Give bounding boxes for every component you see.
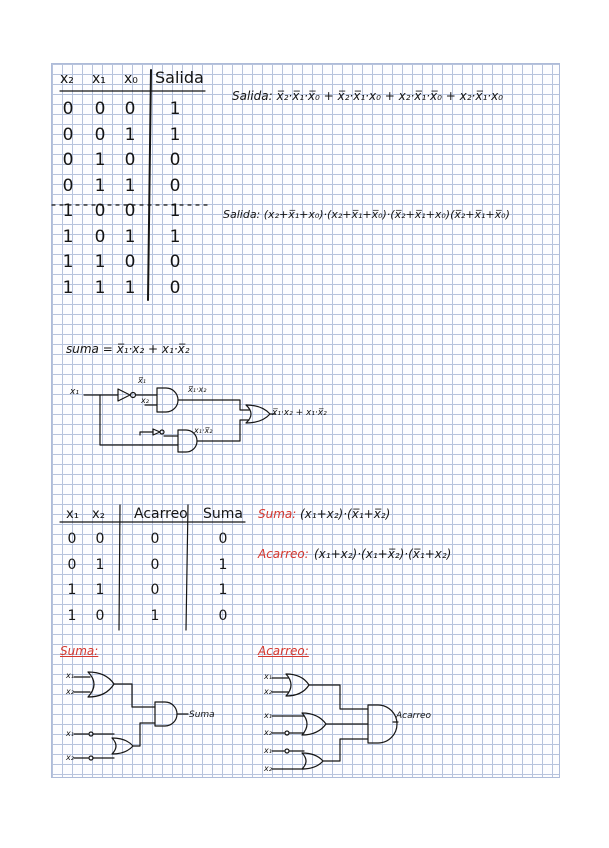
tt2-cell: 1 — [95, 556, 105, 573]
tt1-cell: 1 — [169, 201, 181, 221]
tt2-cell: 0 — [67, 531, 77, 547]
suma-in-1: x₁ — [66, 671, 74, 680]
c1-or-out-label: x̅₁·x₂ + x₁·x̅₂ — [272, 408, 327, 418]
tt2-cell: 0 — [218, 531, 228, 547]
header-salida: Salida — [155, 68, 204, 87]
tt2-cell: 0 — [218, 607, 228, 624]
truth-table-1-lines — [52, 70, 210, 300]
suma-in-2: x₂ — [66, 687, 74, 696]
tt1-cell: 1 — [94, 277, 106, 298]
tt1-cell: 1 — [169, 124, 181, 145]
tt1-cell: 0 — [169, 252, 181, 272]
tt2-cell: 0 — [150, 582, 160, 598]
truth-table-2-lines — [60, 505, 245, 630]
tt1-cell: 0 — [124, 150, 136, 170]
tt1-cell: 0 — [124, 252, 136, 272]
acarreo-circuit-diagram — [272, 674, 398, 769]
tt1-cell: 0 — [94, 201, 106, 221]
tt2-cell: 1 — [218, 582, 228, 598]
tt1-cell: 1 — [124, 124, 136, 145]
tt1-cell: 0 — [169, 150, 181, 170]
tt1-cell: 1 — [62, 277, 74, 298]
tt2-cell: 0 — [150, 556, 160, 573]
tt2-cell: 1 — [95, 582, 105, 598]
sop-expression: Salida: x̅₂·x̅₁·x̅₀ + x̅₂·x̅₁·x₀ + x₂·x̅₁·x̅₀ + x₂·x̅₁·x₀ — [232, 89, 503, 103]
tt1-cell: 1 — [169, 226, 181, 247]
tt1-cell: 1 — [169, 99, 181, 119]
c1-and1-out-label: x̅₁·x₂ — [188, 385, 207, 394]
suma-equation: suma = x̅₁·x₂ + x₁·x̅₂ — [66, 342, 190, 356]
pos2-acarreo-expr: (x₁+x₂)·(x₁+x̅₂)·(x̅₁+x₂) — [314, 547, 452, 561]
tt1-cell: 0 — [62, 124, 74, 145]
circuit-1-diagram — [84, 385, 275, 452]
acarreo-in-4: x₂ — [264, 728, 272, 737]
tt2-cell: 1 — [218, 556, 228, 573]
header-x2: x₂ — [60, 71, 74, 87]
tt2-header-suma: Suma — [203, 506, 243, 522]
suma-circuit-diagram — [74, 672, 188, 760]
suma-output-label: Suma — [189, 710, 215, 720]
tt2-header-x2: x₂ — [92, 507, 105, 522]
tt1-cell: 1 — [62, 252, 74, 272]
tt1-cell: 0 — [124, 99, 136, 119]
tt1-cell: 1 — [94, 252, 106, 272]
tt1-cell: 0 — [169, 175, 181, 196]
acarreo-circuit-title: Acarreo: — [258, 644, 309, 658]
tt1-cell: 1 — [124, 175, 136, 196]
suma-in-4: x₂ — [66, 753, 74, 762]
tt1-cell: 0 — [124, 201, 136, 221]
tt1-cell: 1 — [94, 175, 106, 196]
acarreo-in-2: x₂ — [264, 687, 272, 696]
acarreo-output-label: Acarreo — [396, 711, 432, 721]
c1-not-label: x̅₁ — [138, 376, 146, 385]
pos2-acarreo-label: Acarreo: — [258, 547, 309, 561]
c1-and2-out-label: x₁·x̅₂ — [194, 426, 213, 435]
acarreo-in-3: x₁ — [264, 711, 272, 720]
tt1-cell: 1 — [94, 150, 106, 170]
header-x0: x₀ — [124, 71, 138, 87]
pos-expression: Salida: (x₂+x̅₁+x₀)·(x₂+x̅₁+x̅₀)·(x̅₂+x̅₁+x₀)(x̅₂+x̅₁+x̅₀) — [223, 208, 510, 221]
acarreo-in-1: x₁ — [264, 672, 272, 681]
c1-input-label: x₁ — [70, 387, 79, 397]
tt2-cell: 1 — [67, 582, 77, 598]
tt2-cell: 0 — [95, 607, 105, 624]
tt1-cell: 1 — [62, 201, 74, 221]
tt1-cell: 0 — [169, 277, 181, 298]
suma-circuit-title: Suma: — [60, 644, 99, 658]
tt2-header-x1: x₁ — [66, 507, 79, 522]
tt2-cell: 1 — [150, 607, 160, 624]
acarreo-in-6: x₂ — [264, 764, 272, 773]
pos2-suma-expr: (x₁+x₂)·(x̅₁+x̅₂) — [300, 507, 391, 521]
tt2-cell: 0 — [150, 531, 160, 547]
tt1-cell: 0 — [62, 150, 74, 170]
tt2-cell: 0 — [95, 531, 105, 547]
tt1-cell: 0 — [62, 175, 74, 196]
tt2-cell: 1 — [67, 607, 77, 624]
pos2-suma-label: Suma: — [258, 507, 297, 521]
acarreo-in-5: x₁ — [264, 746, 272, 755]
tt1-cell: 0 — [94, 124, 106, 145]
tt1-cell: 1 — [124, 277, 136, 298]
tt2-cell: 0 — [67, 556, 77, 573]
header-x1: x₁ — [92, 71, 106, 87]
tt1-cell: 0 — [62, 99, 74, 119]
tt1-cell: 0 — [94, 226, 106, 247]
tt1-cell: 1 — [124, 226, 136, 247]
tt1-cell: 0 — [94, 99, 106, 119]
tt1-cell: 1 — [62, 226, 74, 247]
tt2-header-acarreo: Acarreo — [134, 506, 188, 522]
c1-and1-in2-label: x₂ — [141, 396, 149, 405]
suma-in-3: x₁ — [66, 729, 74, 738]
